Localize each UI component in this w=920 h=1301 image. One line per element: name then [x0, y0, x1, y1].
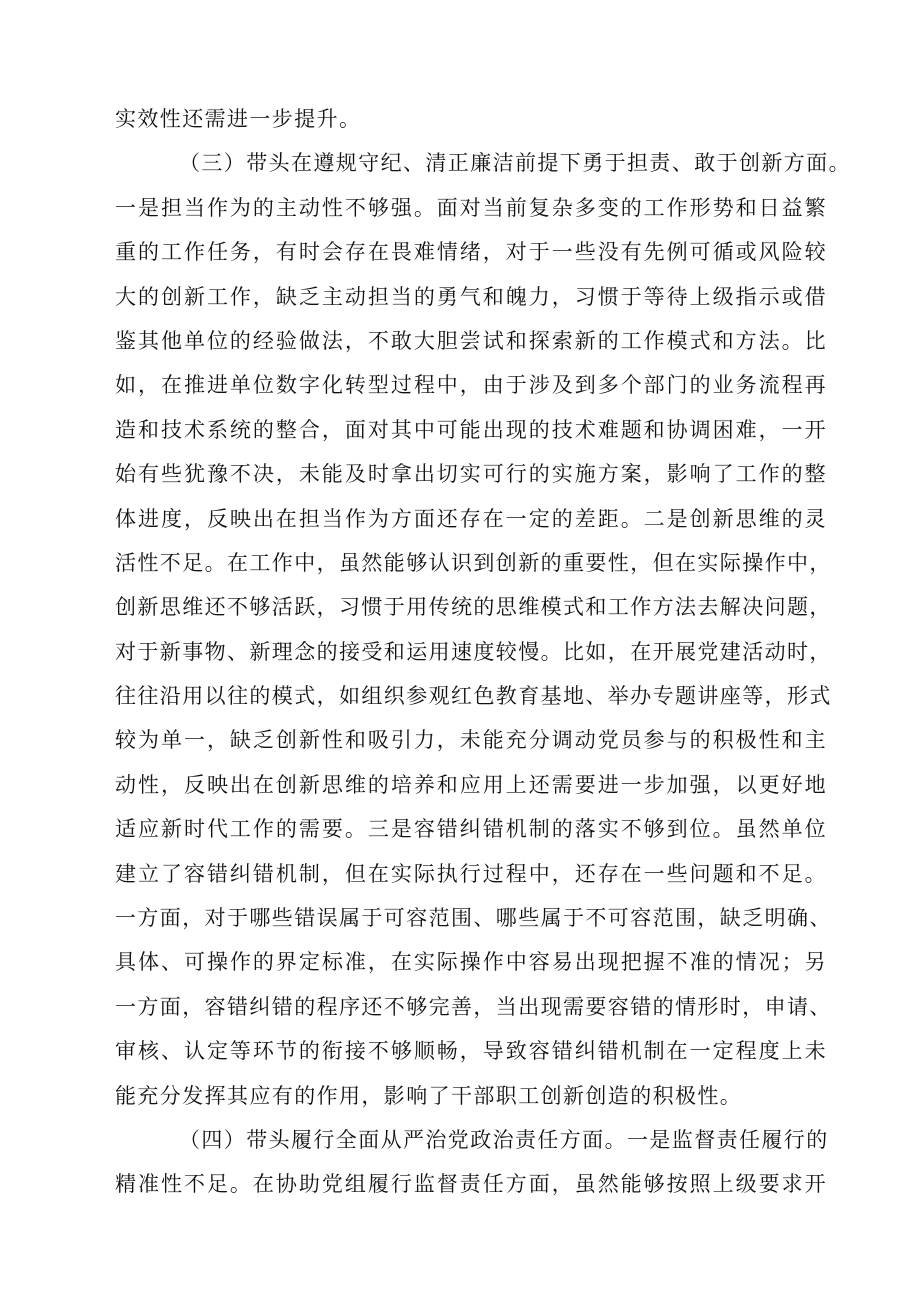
text-line: 能充分发挥其应有的作用，影响了干部职工创新创造的积极性。	[115, 1083, 743, 1108]
text-line: 一是担当作为的主动性不够强。面对当前复杂多变的工作形势和日益繁	[115, 195, 827, 220]
text-line: 体进度，反映出在担当作为方面还存在一定的差距。二是创新思维的灵	[115, 506, 827, 531]
text-line: 一方面，容错纠错的程序还不够完善，当出现需要容错的情形时，申请、	[115, 994, 832, 1019]
text-line: 大的创新工作，缺乏主动担当的勇气和魄力，习惯于等待上级指示或借	[115, 284, 827, 309]
text-line: 一方面，对于哪些错误属于可容范围、哪些属于不可容范围，缺乏明确、	[115, 906, 832, 931]
text-line: 具体、可操作的界定标准，在实际操作中容易出现把握不准的情况；另	[115, 950, 827, 975]
text-line: 适应新时代工作的需要。三是容错纠错机制的落实不够到位。虽然单位	[115, 817, 827, 842]
text-line: 创新思维还不够活跃，习惯于用传统的思维模式和工作方法去解决问题，	[115, 595, 832, 620]
text-line: 往往沿用以往的模式，如组织参观红色教育基地、举办专题讲座等，形式	[115, 684, 832, 709]
text-line: 审核、认定等环节的衔接不够顺畅，导致容错纠错机制在一定程度上未	[115, 1039, 827, 1064]
text-line: 较为单一，缺乏创新性和吸引力，未能充分调动党员参与的积极性和主	[115, 728, 827, 753]
text-line: 重的工作任务，有时会存在畏难情绪，对于一些没有先例可循或风险较	[115, 240, 827, 265]
text-line: 造和技术系统的整合，面对其中可能出现的技术难题和协调困难，一开	[115, 417, 827, 442]
section-heading-3: （三）带头在遵规守纪、清正廉洁前提下勇于担责、敢于创新方面。	[179, 151, 851, 176]
text-line: 对于新事物、新理念的接受和运用速度较慢。比如，在开展党建活动时，	[115, 639, 832, 664]
text-line: 精准性不足。在协助党组履行监督责任方面，虽然能够按照上级要求开	[115, 1172, 827, 1197]
section-heading-4: （四）带头履行全面从严治党政治责任方面。一是监督责任履行的	[179, 1127, 829, 1152]
text-line: 建立了容错纠错机制，但在实际执行过程中，还存在一些问题和不足。	[115, 861, 827, 886]
document-body	[115, 97, 851, 1207]
text-line: 鉴其他单位的经验做法，不敢大胆尝试和探索新的工作模式和方法。比	[115, 328, 827, 353]
text-line: 活性不足。在工作中，虽然能够认识到创新的重要性，但在实际操作中，	[115, 550, 832, 575]
text-line: 始有些犹豫不决，未能及时拿出切实可行的实施方案，影响了工作的整	[115, 462, 827, 487]
text-line: 如，在推进单位数字化转型过程中，由于涉及到多个部门的业务流程再	[115, 373, 827, 398]
text-line: 动性，反映出在创新思维的培养和应用上还需要进一步加强，以更好地	[115, 772, 827, 797]
text-line: 实效性还需进一步提升。	[115, 107, 362, 131]
